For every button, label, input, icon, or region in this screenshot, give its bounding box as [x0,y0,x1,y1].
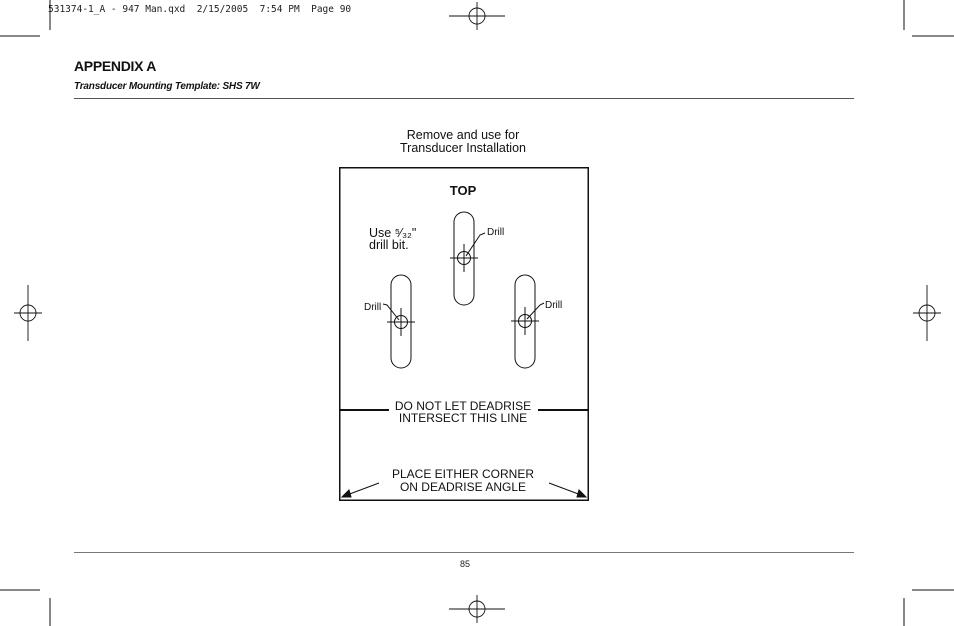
corner-instruction-line-2: ON DEADRISE ANGLE [399,480,527,494]
header-rule [74,98,854,99]
drill-label-right: Drill [545,300,563,311]
drill-label-left: Drill [364,302,382,313]
page-number: 85 [459,559,470,569]
mounting-slot-center [450,212,485,305]
template-subtitle: Transducer Mounting Template: SHS 7W [74,81,260,92]
mounting-template [339,167,589,501]
registration-mark-top [449,2,505,30]
print-slug-line: 531374-1_A - 947 Man.qxd 2/15/2005 7:54 PM Page 90 [48,4,352,15]
drill-bit-line-1: Use ⁵⁄₃₂" [369,226,417,240]
deadrise-warning-line-1: DO NOT LET DEADRISE [394,399,532,413]
registration-mark-left [14,285,42,341]
corner-arrow-left [342,483,379,497]
drill-bit-line-2: drill bit. [369,238,409,252]
drill-label-center: Drill [487,227,505,238]
template-border [340,168,589,501]
instruction-line-1: Remove and use for [406,128,520,142]
corner-instruction-line-1: PLACE EITHER CORNER [391,467,535,481]
appendix-heading: APPENDIX A [74,58,157,74]
footer-rule [74,552,854,553]
registration-mark-bottom [449,595,505,623]
registration-mark-right [913,285,941,341]
mounting-slot-left [383,275,415,368]
deadrise-warning-line-2: INTERSECT THIS LINE [398,411,528,425]
mounting-slot-right [511,275,544,368]
template-instruction [363,129,563,155]
top-label: TOP [449,183,477,198]
corner-arrow-right [549,483,586,497]
instruction-line-2: Transducer Installation [400,141,526,155]
